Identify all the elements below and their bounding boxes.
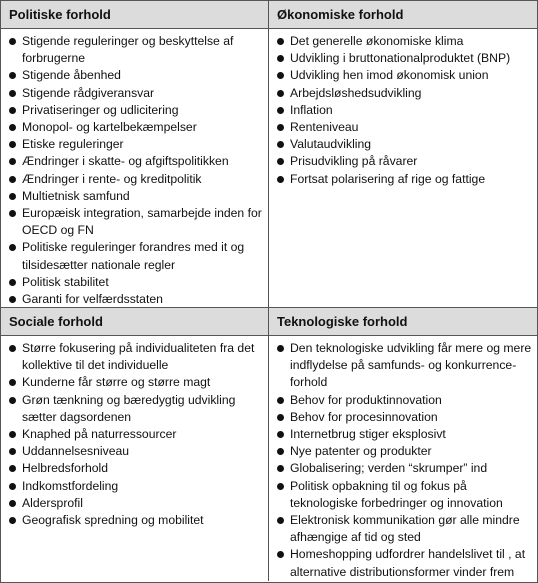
- list-item: Inflation: [276, 102, 532, 119]
- list-item: Homeshopping udfordrer handelslivet til , at alternative distributionsformer vinder frem: [276, 546, 532, 580]
- list-item: Etiske reguleringer: [8, 136, 262, 153]
- list-item: Elektronisk kommunikation gør alle mindre afhængige af tid og sted: [276, 512, 532, 546]
- list-item: Garanti for velfærdsstaten: [8, 291, 262, 308]
- list-item: Helbredsforhold: [8, 460, 262, 477]
- list-item: Politiske reguleringer forandres med it og tilsidesætter nationale regler: [8, 239, 262, 273]
- list-item: Monopol- og kartelbekæmpelser: [8, 119, 262, 136]
- list-item: Det generelle økonomiske klima: [276, 33, 532, 50]
- social-list: [8, 340, 262, 529]
- list-item: Indkomstfordeling: [8, 478, 262, 495]
- list-item: Behov for procesinnovation: [276, 409, 532, 426]
- list-item: Behov for produktinnovation: [276, 392, 532, 409]
- list-item: Renteniveau: [276, 119, 532, 136]
- social-header: Sociale forhold: [1, 308, 268, 335]
- economic-list: [276, 33, 532, 188]
- header-rule-bottom: [1, 335, 537, 336]
- list-item: Stigende åbenhed: [8, 67, 262, 84]
- list-item: Internetbrug stiger eksplosivt: [276, 426, 532, 443]
- list-item: Knaphed på naturressourcer: [8, 426, 262, 443]
- list-item: Kunderne får større og større magt: [8, 374, 262, 391]
- list-item: Privatiseringer og udlicitering: [8, 102, 262, 119]
- list-item: Geografisk spredning og mobilitet: [8, 512, 262, 529]
- list-item: Prisudvikling på råvarer: [276, 153, 532, 170]
- list-item: Multietnisk samfund: [8, 188, 262, 205]
- list-item: Den teknologiske udvikling får mere og mere indflydelse på samfunds- og konkurrence-forhold: [276, 340, 532, 392]
- list-item: Arbejdsløshedsudvikling: [276, 85, 532, 102]
- technological-header: Teknologiske forhold: [269, 308, 537, 335]
- list-item: Stigende reguleringer og beskyttelse af forbrugerne: [8, 33, 262, 67]
- list-item: Nye patenter og produkter: [276, 443, 532, 460]
- list-item: Uddannelsesniveau: [8, 443, 262, 460]
- list-item: Aldersprofil: [8, 495, 262, 512]
- technological-list: [276, 340, 532, 581]
- political-list: [8, 33, 262, 308]
- list-item: Ændringer i rente- og kreditpolitik: [8, 171, 262, 188]
- list-item: Politisk opbakning til og fokus på teknologiske forbedringer og innovation: [276, 478, 532, 512]
- list-item: Valutaudvikling: [276, 136, 532, 153]
- economic-header: Økonomiske forhold: [269, 1, 537, 28]
- header-rule-top: [1, 28, 537, 29]
- list-item: Grøn tænkning og bæredygtig udvikling sætter dagsordenen: [8, 392, 262, 426]
- list-item: Globalisering; verden “skrumper” ind: [276, 460, 532, 477]
- list-item: Udvikling i bruttonationalproduktet (BNP): [276, 50, 532, 67]
- list-item: Stigende rådgiveransvar: [8, 85, 262, 102]
- list-item: Udvikling hen imod økonomisk union: [276, 67, 532, 84]
- column-divider: [268, 0, 269, 581]
- list-item: Fortsat polarisering af rige og fattige: [276, 171, 532, 188]
- list-item: Politisk stabilitet: [8, 274, 262, 291]
- list-item: Ændringer i skatte- og afgiftspolitikken: [8, 153, 262, 170]
- list-item: Større fokusering på individualiteten fra det kollektive til det individuelle: [8, 340, 262, 374]
- political-header: Politiske forhold: [1, 1, 268, 28]
- list-item: Europæisk integration, samarbejde inden for OECD og FN: [8, 205, 262, 239]
